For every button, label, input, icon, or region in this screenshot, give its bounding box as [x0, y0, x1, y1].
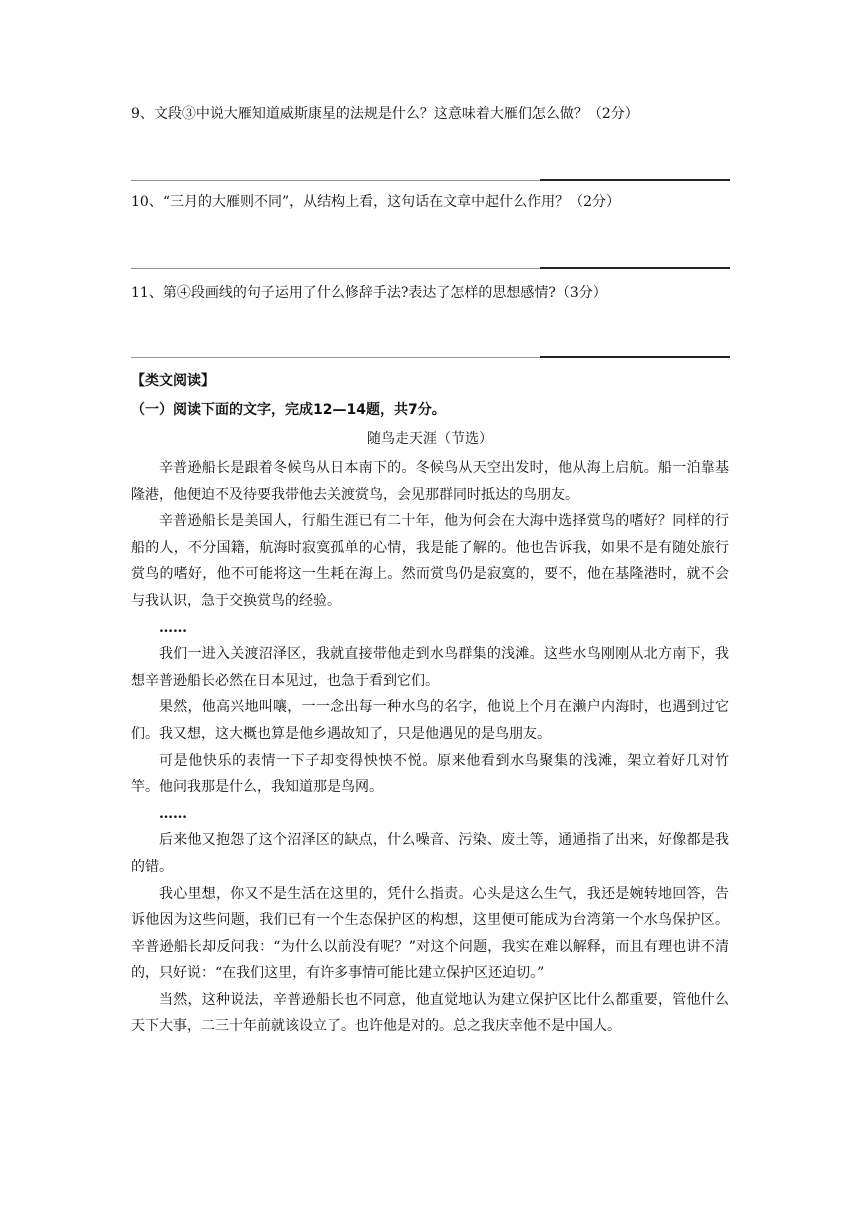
paragraph: 当然，这种说法，辛普逊船长也不同意，他直觉地认为建立保护区比什么都重要，管他什么天下大事，二三十年前就该设立了。也许他是对的。总之我庆幸他不是中国人。 [131, 991, 729, 1035]
answer-line-11-accent [540, 356, 730, 358]
paragraph: 辛普逊船长是跟着冬候鸟从日本南下的。冬候鸟从天空出发时，他从海上启航。船一泊靠基隆港，他便迫不及待要我带他去关渡赏鸟，会见那群同时抵达的鸟朋友。 [131, 460, 729, 503]
ellipsis: …… [159, 619, 187, 636]
answer-line-9-accent [540, 179, 730, 181]
paragraph: 我们一进入关渡沼泽区，我就直接带他走到水鸟群集的浅滩。这些水鸟刚刚从北方南下，我想辛普逊船长必然在日本见过，也急于看到它们。 [131, 646, 729, 689]
passage-title: 随鸟走天涯（节选） [367, 431, 493, 447]
reading-instruction: （一）阅读下面的文字，完成12—14题，共7分。 [131, 402, 446, 418]
paragraph: 可是他快乐的表情一下子却变得怏怏不悦。原来他看到水鸟聚集的浅滩，架立着好几对竹竿。他问我那是什么，我知道那是鸟网。 [131, 752, 729, 796]
question-11: 11、第④段画线的句子运用了什么修辞手法?表达了怎样的思想感情?（3分） [131, 285, 607, 301]
section-heading: 【类文阅读】 [131, 373, 215, 389]
ellipsis: …… [159, 805, 187, 822]
paragraph: 果然，他高兴地叫嚷，一一念出每一种水鸟的名字，他说上个月在濑户内海时，也遇到过它们。我又想，这大概也算是他乡遇故知了，只是他遇见的是鸟朋友。 [131, 699, 729, 742]
answer-line-10-accent [540, 267, 730, 269]
passage-body [131, 455, 729, 1040]
paragraph: 后来他又抱怨了这个沼泽区的缺点，什么噪音、污染、废土等，通通指了出来，好像都是我的错。 [131, 832, 729, 875]
paragraph: 辛普逊船长是美国人，行船生涯已有二十年，他为何会在大海中选择赏鸟的嗜好？同样的行船的人，不分国籍，航海时寂寞孤单的心情，我是能了解的。他也告诉我，如果不是有随处旅行赏鸟的嗜好，他不可能将这一生耗在海上。然而赏鸟仍是寂寞的，要不，他在基隆港时，就不会与我认识，急于交换赏鸟的经验。 [131, 513, 729, 609]
question-9: 9、文段③中说大雁知道威斯康星的法规是什么？这意味着大雁们怎么做？（2分） [131, 106, 639, 122]
paragraph: 我心里想，你又不是生活在这里的，凭什么指责。心头是这么生气，我还是婉转地回答，告诉他因为这些问题，我们已有一个生态保护区的构想，这里便可能成为台湾第一个水鸟保护区。辛普逊船长却反问我：“为什么以前没有呢？”对这个问题，我实在难以解释，而且有理也讲不清的，只好说：“在我们这里，有许多事情可能比建立保护区还迫切。” [131, 885, 729, 982]
question-10: 10、“三月的大雁则不同”，从结构上看，这句话在文章中起什么作用？（2分） [131, 194, 621, 210]
